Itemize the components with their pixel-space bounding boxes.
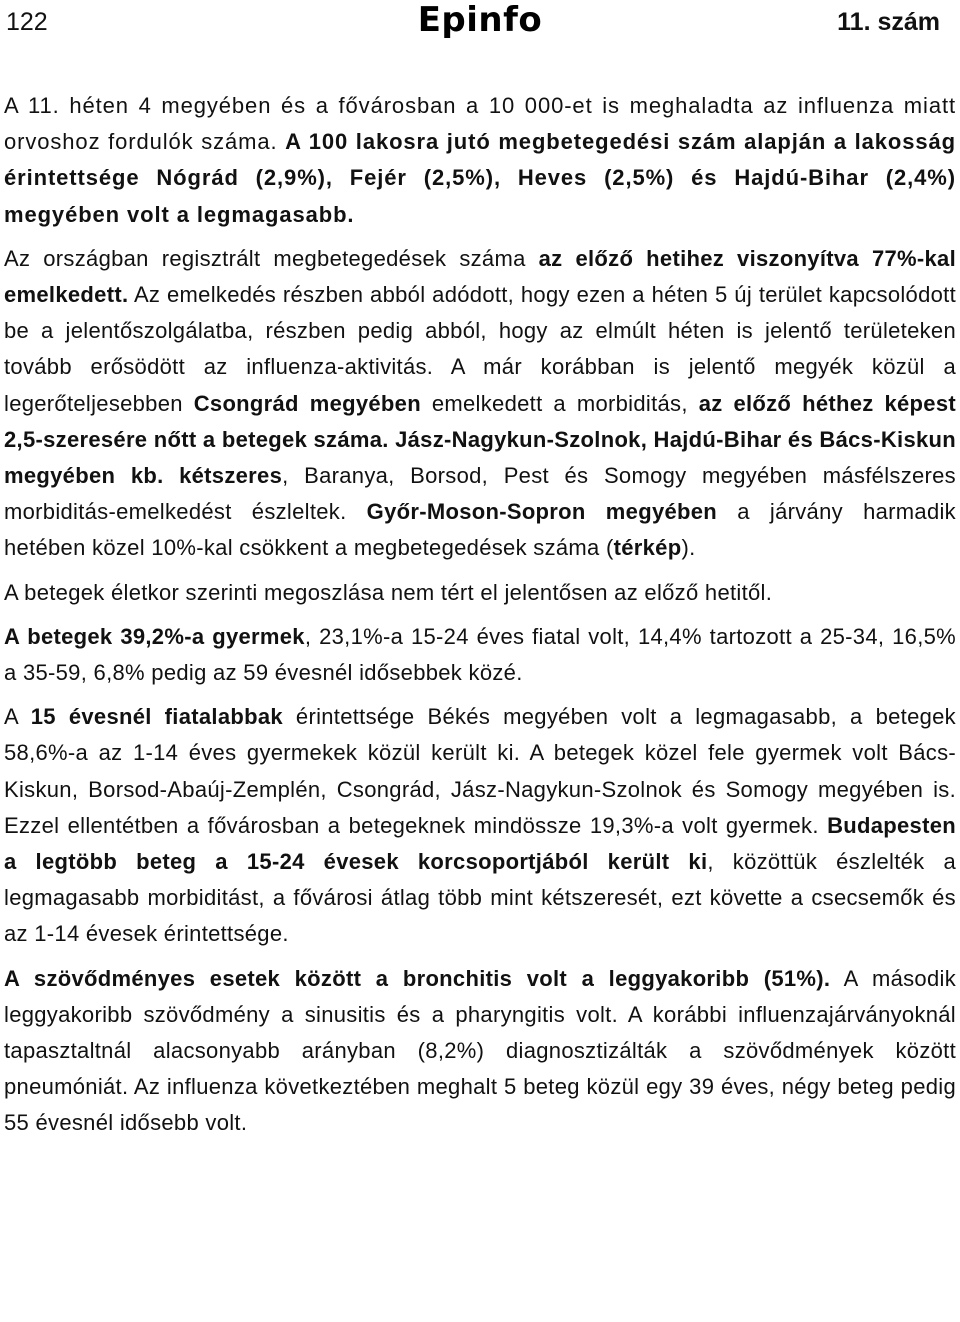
text-run: Az emelkedés részben abból adódott, hogy ezen a héten 5 új terület kapcsolódott be a jelentőszolgálatba, részben pedig abból, hogy az elmúlt héten is jelentő területeken tovább erősödött az influenza-aktivitás. A már korábban is jelentő megyék közül a legerőteljesebben	[4, 282, 956, 416]
bold-text-run: A szövődményes esetek között a bronchitis volt a leggyakoribb (51%).	[4, 965, 831, 991]
paragraph	[4, 575, 956, 611]
text-run: érintettsége Békés megyében volt a legmagasabb, a betegek 58,6%-a az 1-14 éves gyermekek közül került ki. A betegek közel fele gyermek volt Bács-Kiskun, Borsod-Abaúj-Zemplén, Csongrád, Jász-Nagykun-Szolnok és Somogy megyében is. Ezzel ellentétben a fővárosban a betegeknek mindössze 19,3%-a volt gyermek.	[4, 704, 956, 838]
bold-text-run: A 100 lakosra jutó megbetegedési szám alapján a lakosság érintettsége Nógrád (2,9%), Fejér (2,5%), Heves (2,5%) és Hajdú-Bihar (2,4%) megyében volt a legmagasabb.	[4, 129, 956, 227]
bold-text-run: térkép	[613, 535, 682, 561]
text-run: A 11. héten 4 megyében és a fővárosban a 10 000-et is meghaladta az influenza miatt orvoshoz fordulók száma.	[4, 93, 956, 155]
page-header	[0, 0, 960, 48]
text-run: emelkedett a morbiditás,	[420, 390, 699, 416]
bold-text-run: Csongrád megyében	[193, 390, 421, 416]
paragraph	[4, 241, 956, 567]
text-run: A betegek életkor szerinti megoszlása nem tért el jelentősen az előző hetitől.	[4, 579, 773, 605]
epinfo-logo: Epinfo	[417, 0, 543, 40]
text-run: A második leggyakoribb szövődmény a sinusitis és a pharyngitis volt. A korábbi influenzajárványoknál tapasztaltnál alacsonyabb arányban (8,2%) diagnosztizálták a szövődmények között pneumóniát. Az influenza következtében meghalt 5 beteg közül egy 39 éves, négy beteg pedig 55 évesnél idősebb volt.	[4, 965, 956, 1136]
paragraph	[4, 961, 956, 1142]
text-run: a járvány harmadik hetében közel 10%-kal csökkent a megbetegedések száma (	[4, 499, 956, 561]
text-run: ).	[681, 535, 696, 561]
bold-text-run: 15 évesnél fiatalabbak	[30, 704, 283, 730]
bold-text-run: Budapesten a legtöbb beteg a 15-24 évesek korcsoportjából került ki	[4, 812, 956, 875]
paragraph	[4, 88, 956, 233]
text-run: , közöttük észlelték a legmagasabb morbiditást, a fővárosi átlag több mint kétszeresét, ezt követte a csecsemők és az 1-14 évesek érintettsége.	[4, 849, 957, 947]
text-run: Az országban regisztrált megbetegedések száma	[4, 245, 539, 271]
bold-text-run: az előző héthez képest 2,5-szeresére nőtt a betegek száma. Jász-Nagykun-Szolnok, Hajdú-Bihar és Bács-Kiskun megyében kb. kétszeres	[4, 390, 956, 489]
paragraph	[4, 619, 956, 691]
bold-text-run: az előző hetihez viszonyítva 77%-kal emelkedett.	[4, 245, 956, 308]
paragraph	[4, 699, 956, 952]
issue-number: 11. szám	[837, 8, 940, 36]
text-run: A	[4, 704, 31, 730]
bold-text-run: Győr-Moson-Sopron megyében	[366, 499, 718, 525]
text-run: , Baranya, Borsod, Pest és Somogy megyében másfélszeres morbiditás-emelkedést észleltek.	[4, 463, 956, 525]
article-body	[4, 88, 956, 1142]
bold-text-run: A betegek 39,2%-a gyermek	[4, 623, 305, 649]
page-number: 122	[6, 8, 48, 36]
text-run: , 23,1%-a 15-24 éves fiatal volt, 14,4% tartozott a 25-34, 16,5% a 35-59, 6,8% pedig az 59 évesnél idősebbek közé.	[4, 623, 957, 686]
